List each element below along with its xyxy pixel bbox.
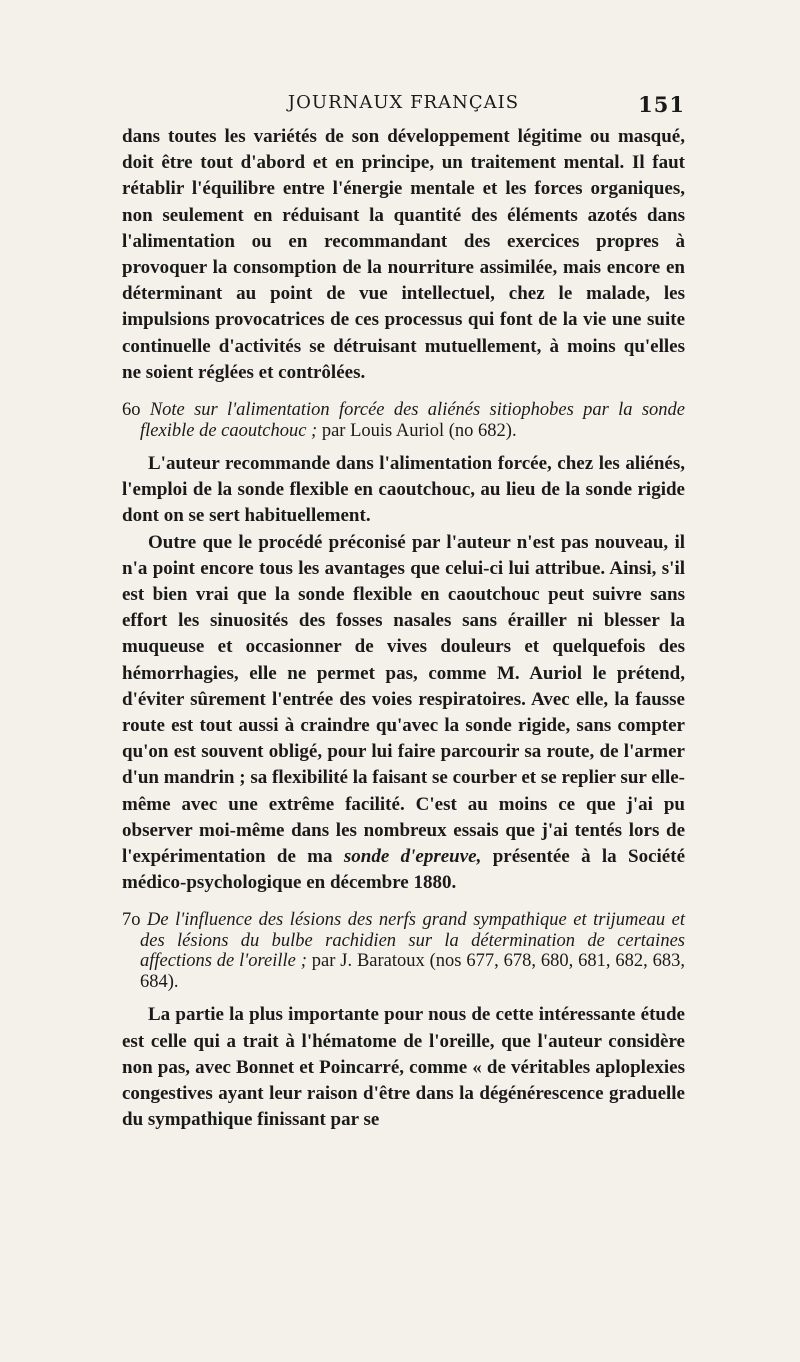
book-page xyxy=(0,92,800,1362)
paragraph-italic: sonde d'epreuve, xyxy=(343,846,482,868)
paragraph-text-end: présentée à la Société médico-psychologique en décembre 1880. xyxy=(122,846,685,894)
entry-author: par Louis Auriol (no 682). xyxy=(321,420,517,441)
entry-number: 6o xyxy=(122,400,141,421)
review-text-6 xyxy=(122,451,685,896)
paragraph: L'auteur recommande dans l'alimentation forcée, chez les aliénés, l'emploi de la sonde flexible en caoutchouc, au lieu de la sonde rigide dont on se sert habituellement. xyxy=(122,453,685,527)
running-title: JOURNAUX FRANÇAIS xyxy=(287,92,520,113)
bibliography-entry-6 xyxy=(122,400,685,441)
paragraph-continued: dans toutes les variétés de son développement légitime ou masqué, doit être tout d'abord et en principe, un traitement mental. Il faut rétablir l'équilibre entre l'énergie mentale et les forces organiques, non seulement en réduisant la quantité des éléments azotés dans l'alimentation ou en recommandant des exercices propres à provoquer la consomption de la nourriture assimilée, mais encore en déterminant au point de vue intellectuel, chez le malade, les impulsions provocatrices de ces processus qui font de la vie une suite continuelle d'activités se détruisant mutuellement, à moins qu'elles ne soient réglées et contrôlées. xyxy=(122,126,685,383)
paragraph: La partie la plus importante pour nous de cette intéressante étude est celle qui a trait à l'hématome de l'oreille, que l'auteur considère non pas, avec Bonnet et Poincarré, comme « de véritables aploplexies congestives ayant leur raison d'être dans la dégénérescence graduelle du sympathique finissant par se xyxy=(122,1004,685,1131)
paragraph-text: Outre que le procédé préconisé par l'auteur n'est pas nouveau, il n'a point encore tous les avantages que celui-ci lui attribue. Ainsi, s'il est bien vrai que la sonde flexible en caoutchouc peut suivre sans effort les sinuosités des fosses nasales sans érailler ni blesser la muqueuse et occasionner de vives douleurs et quelquefois des hémorrhagies, elle ne permet pas, comme M. Auriol le prétend, d'éviter sûrement l'entrée des voies respiratoires. Avec elle, la fausse route est tout aussi à craindre qu'avec la sonde rigide, sans compter qu'on est souvent obligé, pour lui faire parcourir sa route, de l'armer d'un mandrin ; sa flexibilité la faisant se courber et se replier sur elle-même avec une extrême facilité. C'est au moins ce que j'ai pu observer moi-même dans les nombreux essais que j'ai tentés lors de l'expérimentation de ma xyxy=(122,531,685,868)
bibliography-entry-7 xyxy=(122,910,685,992)
entry-number: 7o xyxy=(122,910,141,931)
review-text-7 xyxy=(122,1002,685,1133)
paragraph xyxy=(122,530,685,897)
entry-title: Note sur l'alimentation forcée des aliénés sitiophobes par la sonde flexible de caoutchouc ; xyxy=(140,400,686,441)
main-text xyxy=(122,124,685,386)
page-number: 151 xyxy=(638,92,685,117)
entry-title: De l'influence des lésions des nerfs grand sympathique et trijumeau et des lésions du bulbe rachidien sur la détermination de certaines affections de l'oreille ; xyxy=(140,910,685,972)
entry-author: par J. Baratoux (nos 677, 678, 680, 681, 682, 683, 684). xyxy=(140,951,685,992)
page-header xyxy=(122,92,685,122)
